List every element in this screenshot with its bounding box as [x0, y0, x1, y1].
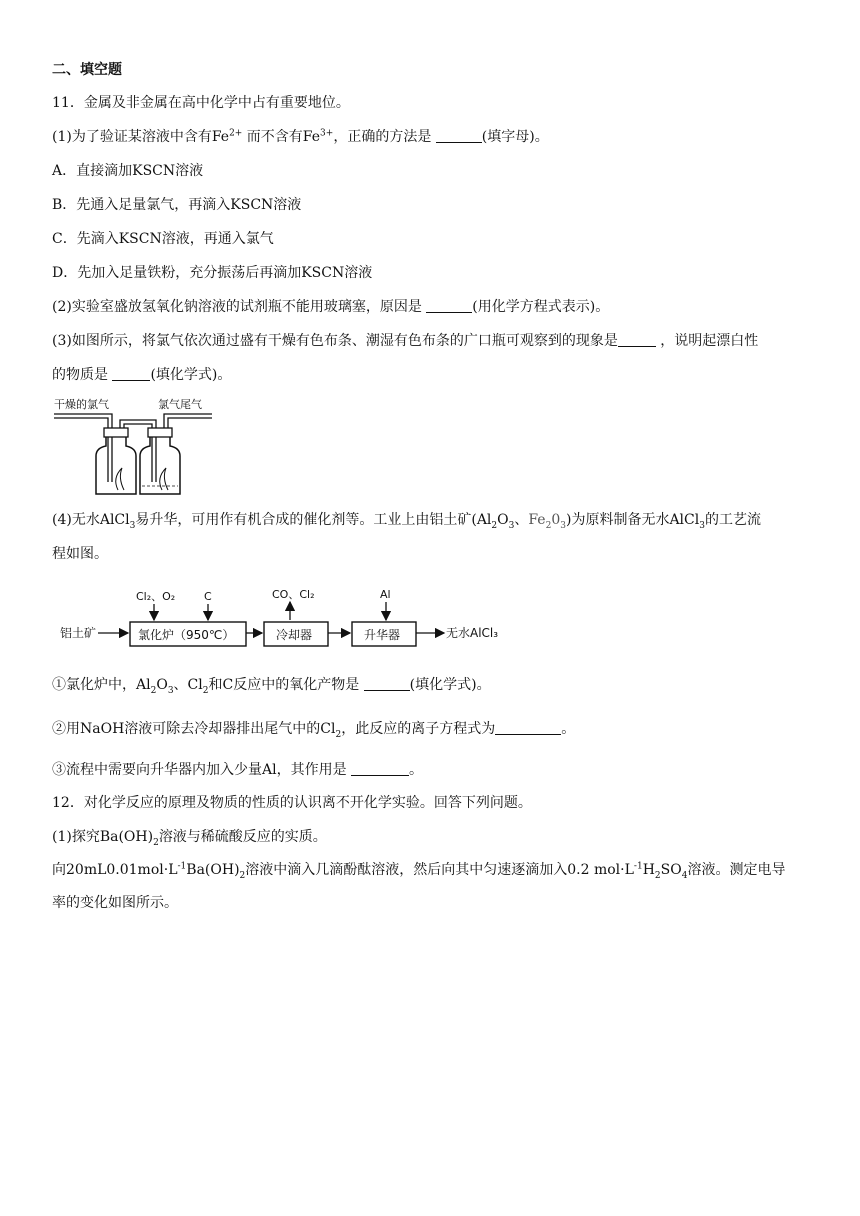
- answer-blank: [351, 761, 409, 776]
- flow-box1-label: 氯化炉（950℃）: [138, 628, 235, 642]
- option-c: C．先滴入KSCN溶液，再通入氯气: [52, 231, 274, 247]
- question-11-part-3-line2: 的物质是 (填化学式)。: [52, 367, 232, 383]
- question-11-stem: 11．金属及非金属在高中化学中占有重要地位。: [52, 95, 350, 111]
- flow-box2-label: 冷却器: [276, 628, 313, 642]
- answer-blank: [436, 128, 482, 143]
- label-dry-chlorine: 干燥的氯气: [54, 398, 109, 411]
- question-11-sub-2: ②用NaOH溶液可除去冷却器排出尾气中的$Cl_2$，此反应的离子方程式为 。: [52, 721, 576, 740]
- option-a: A．直接滴加KSCN溶液: [52, 163, 204, 179]
- flow-input-al: Al: [380, 588, 391, 601]
- process-flow-diagram: [58, 584, 518, 654]
- question-11-sub-3: ③流程中需要向升华器内加入少量Al，其作用是 。: [52, 762, 424, 778]
- answer-blank: [112, 366, 150, 381]
- flow-start-label: 铝土矿: [60, 626, 97, 640]
- question-11-part-4-line1: (4)无水AlCl$_3$易升华，可用作有机合成的催化剂等。工业上由铝土矿($Al_2O_3$、$Fe_20_3$)为原料制备无水AlCl$_3$的工艺流: [52, 512, 761, 531]
- label-tail-gas: 氯气尾气: [158, 398, 202, 411]
- flow-box3-label: 升华器: [364, 628, 401, 642]
- flow-input-c: C: [204, 590, 212, 603]
- question-11-part-4-line2: 程如图。: [52, 546, 108, 562]
- option-d: D．先加入足量铁粉，充分振荡后再滴加KSCN溶液: [52, 265, 373, 281]
- flow-input-cl2-o2: Cl₂、O₂: [136, 590, 176, 603]
- question-12-stem: 12．对化学反应的原理及物质的性质的认识离不开化学实验。回答下列问题。: [52, 795, 532, 811]
- option-b: B．先通入足量氯气，再滴入KSCN溶液: [52, 197, 302, 213]
- section-title: 二、填空题: [52, 62, 122, 78]
- answer-blank: [618, 332, 656, 347]
- question-12-part-1-text-line1: 向$20mL0.01mol\cdot L^{-1}Ba(OH)_2$溶液中滴入几滴酚酞溶液，然后向其中匀速逐滴加入0.2 $mol\cdot L^{-1}H_2SO_4$溶液。测定电导: [52, 861, 786, 881]
- answer-blank: [495, 720, 561, 735]
- question-11-sub-1: ①氯化炉中，$Al_2O_3$、$Cl_2$和C反应中的氧化产物是 (填化学式)。: [52, 677, 491, 696]
- question-11-part-1: (1)为了验证某溶液中含有$Fe^{2+}$ 而不含有$Fe^{3+}$，正确的方法是 (填字母)。: [52, 128, 549, 145]
- answer-blank: [364, 676, 410, 691]
- question-12-part-1: (1)探究$Ba(OH)_2$溶液与稀硫酸反应的实质。: [52, 829, 327, 848]
- flow-output-co-cl2: CO、Cl₂: [272, 588, 315, 601]
- gas-bottles-figure: [52, 394, 227, 500]
- flow-end-label: 无水AlCl₃: [446, 626, 499, 640]
- question-11-part-2: (2)实验室盛放氢氧化钠溶液的试剂瓶不能用玻璃塞，原因是 (用化学方程式表示)。: [52, 299, 610, 315]
- question-11-part-3-line1: (3)如图所示，将氯气依次通过盛有干燥有色布条、潮湿有色布条的广口瓶可观察到的现象是 ，说明起漂白性: [52, 333, 759, 349]
- answer-blank: [426, 298, 472, 313]
- question-12-part-1-text-line2: 率的变化如图所示。: [52, 895, 178, 911]
